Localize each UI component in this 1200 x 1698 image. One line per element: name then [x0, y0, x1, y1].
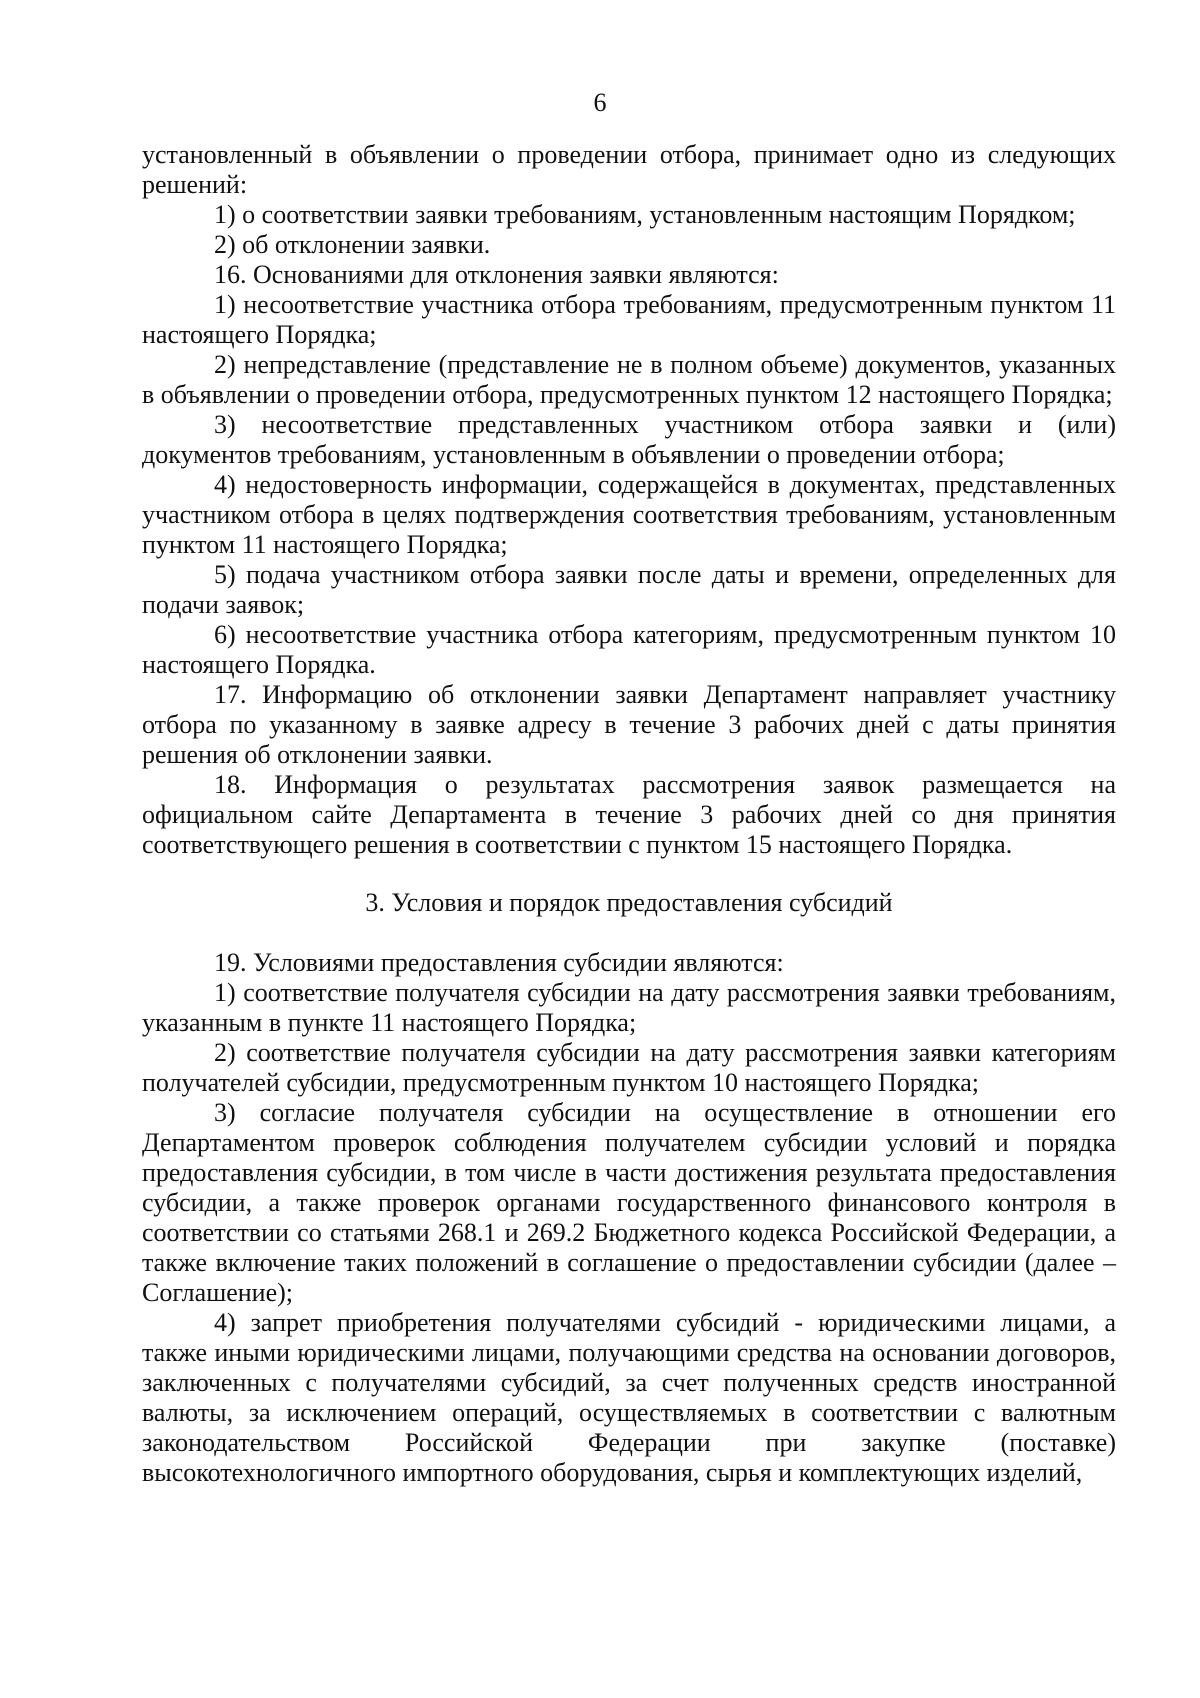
paragraph: 5) подача участником отбора заявки после даты и времени, определенных для подачи заявок;: [142, 560, 1116, 619]
paragraph: 2) непредставление (представление не в полном объеме) документов, указанных в объявлении о проведении отбора, предусмотренных пунктом 12 настоящего Порядка;: [142, 350, 1116, 409]
paragraphs-after-heading: [142, 948, 1116, 1488]
page-number: 6: [593, 88, 607, 117]
paragraph: 1) несоответствие участника отбора требованиям, предусмотренным пунктом 11 настоящего Порядка;: [142, 290, 1116, 349]
paragraph: 1) о соответствии заявки требованиям, установленным настоящим Порядком;: [214, 200, 1076, 229]
paragraph: 4) недостоверность информации, содержащейся в документах, представленных участником отбора в целях подтверждения соответствия требованиям, установленным пунктом 11 настоящего Порядка;: [142, 470, 1116, 559]
paragraph: 2) об отклонении заявки.: [214, 230, 491, 259]
section-heading: 3. Условия и порядок предоставления субсидий: [365, 888, 893, 917]
document-body: [142, 140, 1116, 1488]
paragraph: 6) несоответствие участника отбора категориям, предусмотренным пунктом 10 настоящего Порядка.: [142, 620, 1116, 679]
paragraph: 1) соответствие получателя субсидии на дату рассмотрения заявки требованиям, указанным в пункте 11 настоящего Порядка;: [142, 978, 1116, 1037]
paragraph: 16. Основаниями для отклонения заявки являются:: [214, 260, 779, 289]
paragraph: 18. Информация о результатах рассмотрения заявок размещается на официальном сайте Департамента в течение 3 рабочих дней со дня принятия соответствующего решения в соответствии с пунктом 15 настоящего Порядка.: [142, 770, 1116, 859]
paragraph: 4) запрет приобретения получателями субсидий - юридическими лицами, а также иными юридическими лицами, получающими средства на основании договоров, заключенных с получателями субсидий, за счет полученных средств иностранной валюты, за исключением операций, осуществляемых в соответствии с валютным законодательством Российской Федерации при закупке (поставке) высокотехнологичного импортного оборудования, сырья и комплектующих изделий,: [142, 1308, 1116, 1487]
paragraph: 3) несоответствие представленных участником отбора заявки и (или) документов требованиям, установленным в объявлении о проведении отбора;: [142, 410, 1116, 469]
paragraphs-before-heading: [142, 140, 1116, 860]
paragraph: 2) соответствие получателя субсидии на дату рассмотрения заявки категориям получателей субсидии, предусмотренным пунктом 10 настоящего Порядка;: [142, 1038, 1116, 1097]
paragraph: 3) согласие получателя субсидии на осуществление в отношении его Департаментом проверок соблюдения получателем субсидии условий и порядка предоставления субсидии, в том числе в части достижения результата предоставления субсидии, а также проверок органами государственного финансового контроля в соответствии со статьями 268.1 и 269.2 Бюджетного кодекса Российской Федерации, а также включение таких положений в соглашение о предоставлении субсидии (далее – Соглашение);: [142, 1098, 1116, 1307]
paragraph: 17. Информацию об отклонении заявки Департамент направляет участнику отбора по указанному в заявке адресу в течение 3 рабочих дней с даты принятия решения об отклонении заявки.: [142, 680, 1116, 769]
paragraph: установленный в объявлении о проведении отбора, принимает одно из следующих решений:: [142, 140, 1116, 199]
paragraph: 19. Условиями предоставления субсидии являются:: [214, 948, 784, 977]
